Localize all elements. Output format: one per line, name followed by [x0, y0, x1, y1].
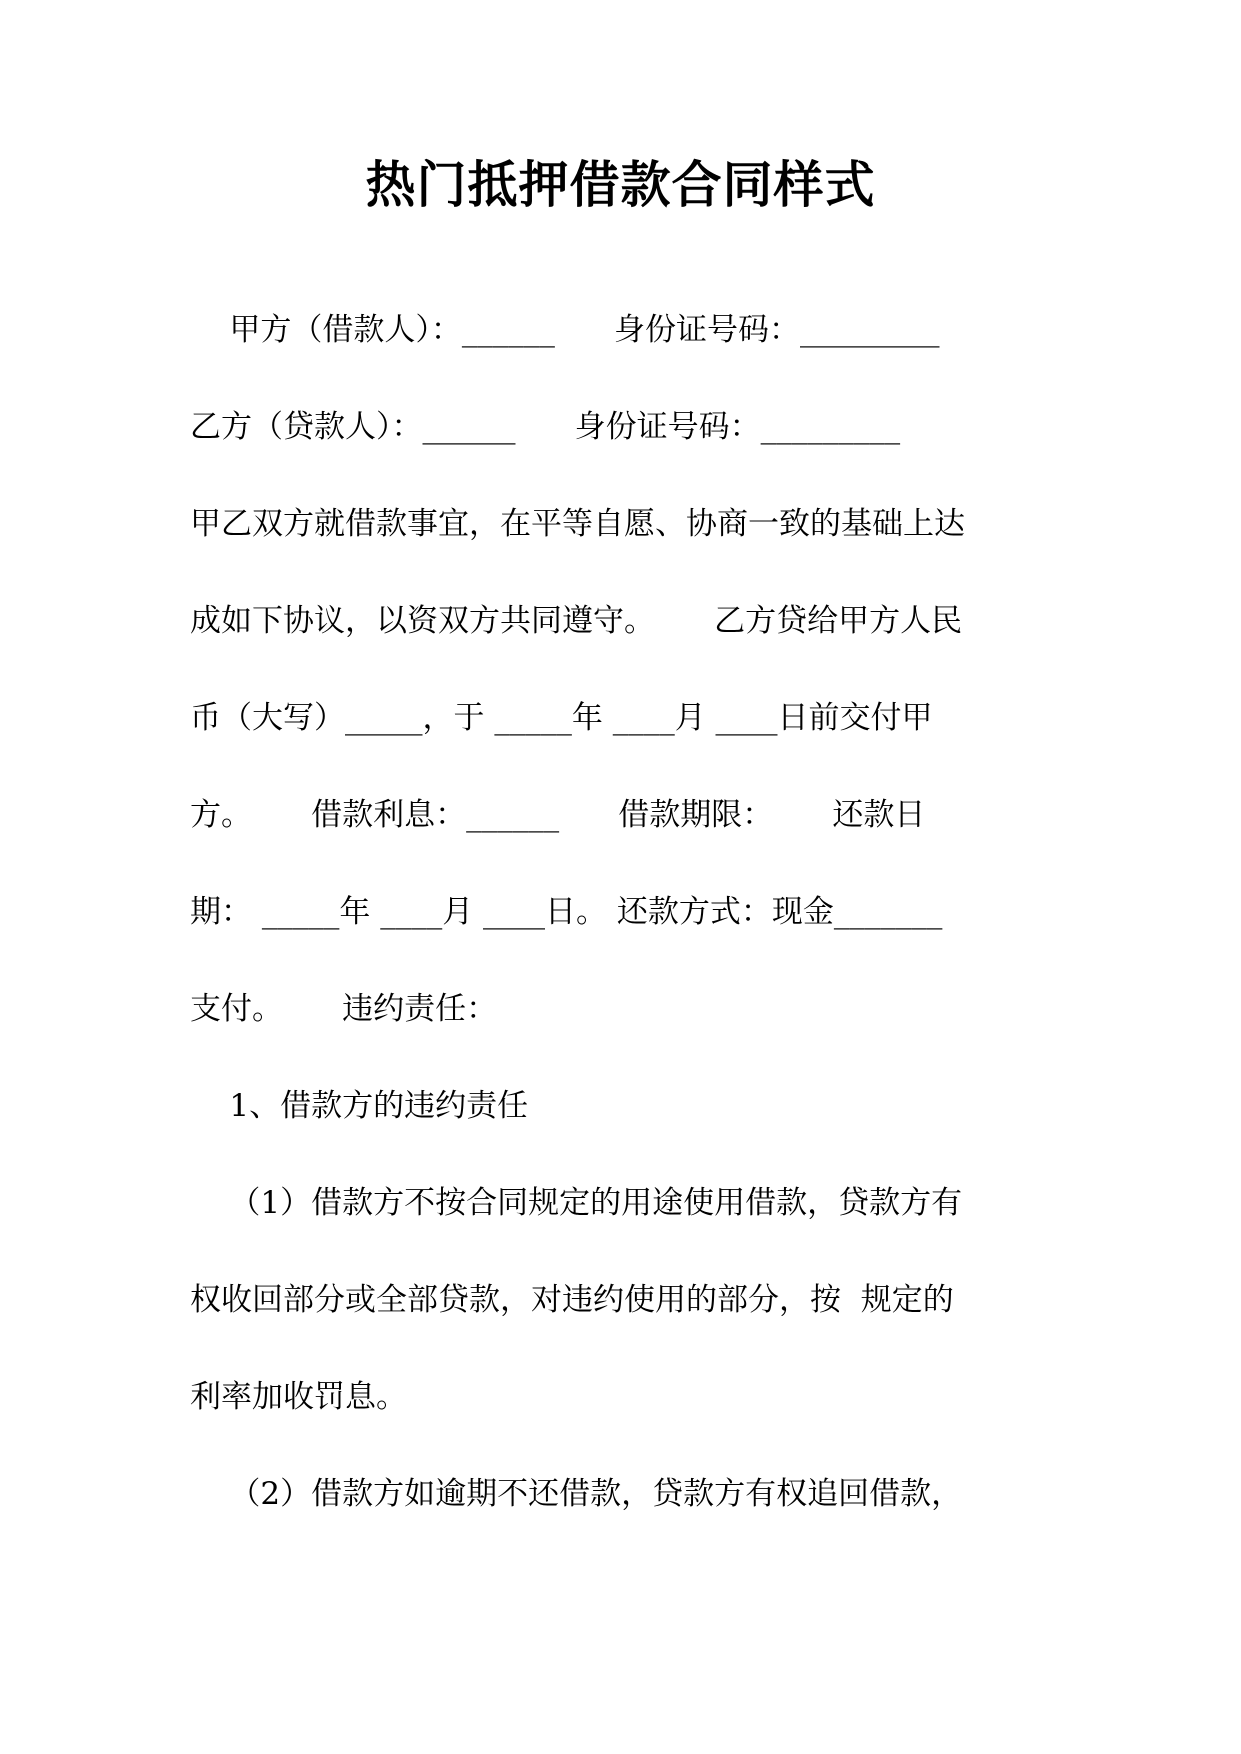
- body-line: 币（大写）_____，于 _____年 ____月 ____日前交付甲: [190, 700, 933, 736]
- party-b-line: 乙方（贷款人）：______ 身份证号码：_________: [190, 409, 901, 445]
- body-line: 甲乙双方就借款事宜，在平等自愿、协商一致的基础上达: [190, 506, 965, 542]
- clause-line: 利率加收罚息。: [190, 1379, 407, 1415]
- clause-heading: 1、借款方的违约责任: [190, 1088, 529, 1124]
- body-line: 支付。 违约责任：: [190, 991, 498, 1027]
- party-a-line: 甲方（借款人）：______ 身份证号码：_________: [190, 312, 940, 348]
- clause-line: （1）借款方不按合同规定的用途使用借款，贷款方有: [190, 1185, 963, 1221]
- clause-line: 权收回部分或全部贷款，对违约使用的部分，按 规定的: [190, 1282, 954, 1318]
- body-line: 期： _____年 ____月 ____日。 还款方式：现金_______: [190, 894, 943, 930]
- document-title: 热门抵押借款合同样式: [365, 156, 876, 214]
- body-line: 成如下协议，以资双方共同遵守。 乙方贷给甲方人民: [190, 603, 963, 639]
- body-line: 方。 借款利息：______ 借款期限： 还款日: [190, 797, 926, 833]
- clause-line: （2）借款方如逾期不还借款，贷款方有权追回借款，: [190, 1476, 963, 1512]
